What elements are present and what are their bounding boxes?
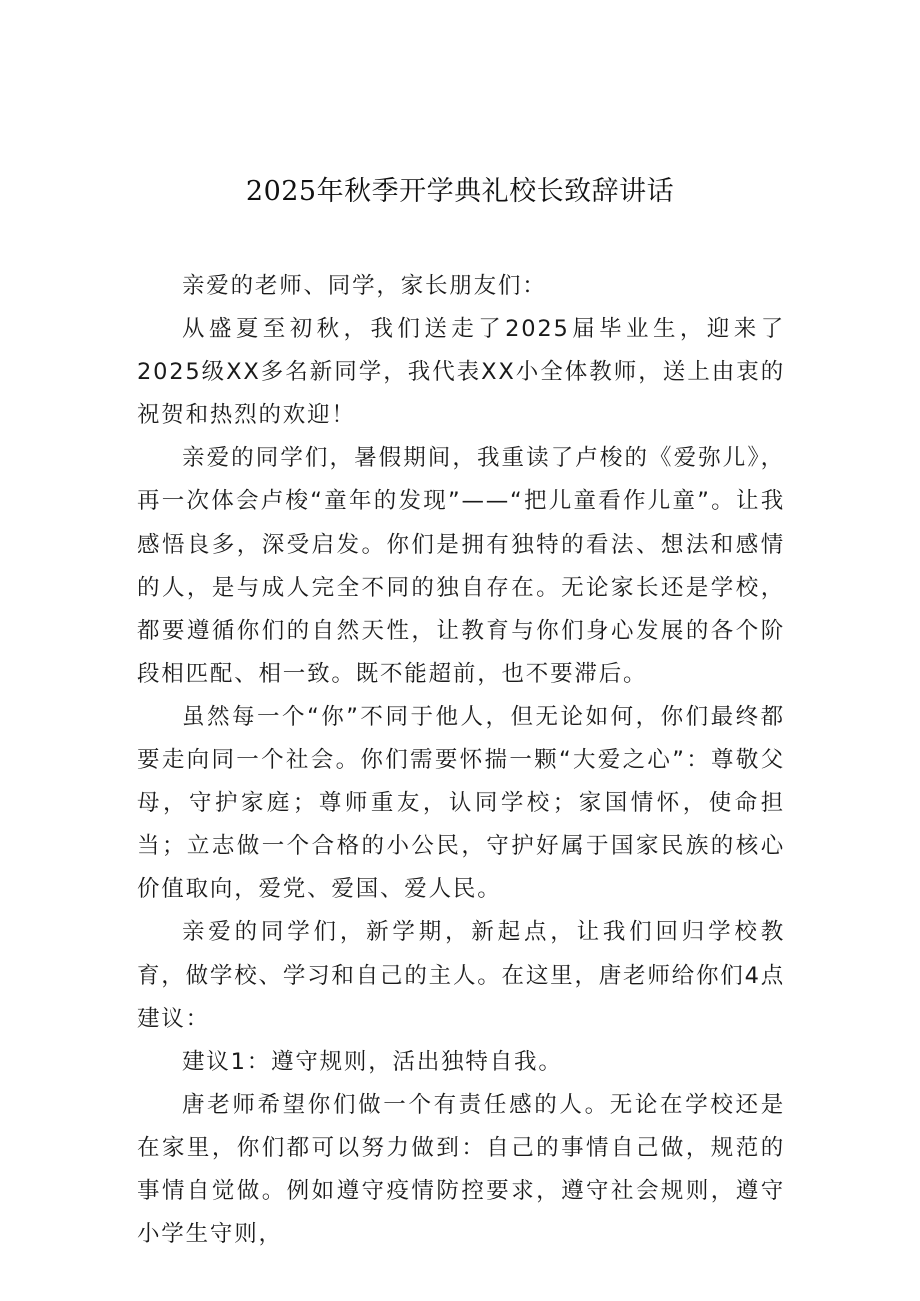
document-title: 2025年秋季开学典礼校长致辞讲话 [245,176,675,207]
body-paragraph: 亲爱的同学们，新学期，新起点，让我们回归学校教育，做学校、学习和自己的主人。在这里，唐老师给你们4点建议： [137,919,785,1032]
body-paragraph: 虽然每一个“你”不同于他人，但无论如何，你们最终都要走向同一个社会。你们需要怀揣一颗“大爱之心”：尊敬父母，守护家庭；尊师重友，认同学校；家国情怀，使命担当；立志做一个合格的小公民，守护好属于国家民族的核心价值取向，爱党、爱国、爱人民。 [137,703,785,903]
body-paragraph: 唐老师希望你们做一个有责任感的人。无论在学校还是在家里，你们都可以努力做到：自己的事情自己做，规范的事情自觉做。例如遵守疫情防控要求，遵守社会规则，遵守小学生守则， [137,1091,785,1248]
suggestion-heading: 建议1：遵守规则，活出独特自我。 [182,1048,563,1075]
document-body [137,265,785,1256]
body-paragraph: 从盛夏至初秋，我们送走了2025届毕业生，迎来了2025级XX多名新同学，我代表XX小全体教师，送上由衷的祝贺和热烈的欢迎！ [137,316,785,429]
body-paragraph: 亲爱的同学们，暑假期间，我重读了卢梭的《爱弥儿》，再一次体会卢梭“童年的发现”——“把儿童看作儿童”。让我感悟良多，深受启发。你们是拥有独特的看法、想法和感情的人，是与成人完全不同的独自存在。无论家长还是学校，都要遵循你们的自然天性，让教育与你们身心发展的各个阶段相匹配、相一致。既不能超前，也不要滞后。 [137,445,785,687]
salutation-paragraph: 亲爱的老师、同学，家长朋友们： [182,273,547,299]
